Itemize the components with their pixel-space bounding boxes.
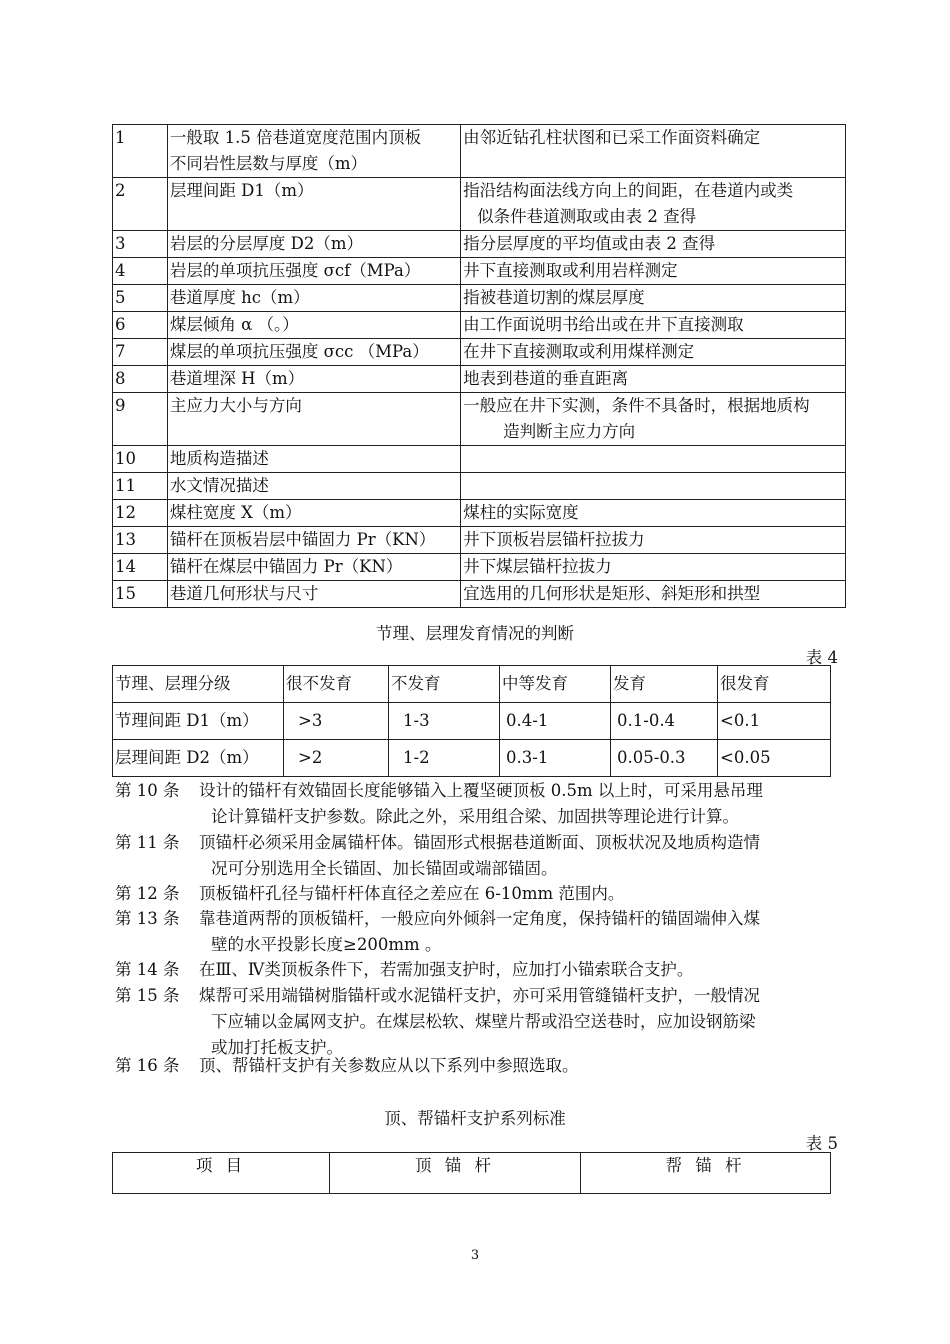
- row-number: 8: [113, 366, 168, 393]
- table-row: [113, 312, 846, 339]
- description-cell: [461, 178, 846, 231]
- parameter-cell: [167, 231, 460, 258]
- description-text: 由工作面说明书给出或在井下直接测取: [463, 315, 744, 334]
- article-label: 第 12 条: [115, 884, 180, 903]
- table-row: [113, 473, 846, 500]
- description-text: 一般应在井下实测，条件不具备时，根据地质构: [463, 396, 810, 415]
- article-label: 第 10 条: [115, 781, 180, 800]
- parameter-cell: [167, 285, 460, 312]
- parameter-cell: [167, 446, 460, 473]
- parameter-text: 岩层的单项抗压强度 σcf（MPa）: [169, 261, 421, 280]
- table-header-cell: 很发育: [718, 666, 831, 703]
- description-cell: [461, 258, 846, 285]
- article-paragraph: [115, 881, 855, 907]
- article-text-cont: 或加打托板支护。: [211, 1038, 343, 1057]
- description-text: 地表到巷道的垂直距离: [463, 369, 629, 388]
- table-cell: 0.3-1: [500, 740, 611, 777]
- table-header-row: [113, 666, 831, 703]
- description-cell: [461, 446, 846, 473]
- article-first-line: [115, 778, 855, 804]
- row-number: 3: [113, 231, 168, 258]
- parameters-table: [112, 124, 846, 608]
- parameter-text: 煤层倾角 α （。）: [169, 315, 299, 334]
- description-text: 宜选用的几何形状是矩形、斜矩形和拱型: [463, 584, 761, 603]
- table-cell: 0.1-0.4: [611, 703, 718, 740]
- table-row: [113, 366, 846, 393]
- parameter-text: 巷道厚度 hc（m）: [169, 288, 310, 307]
- article-first-line: [115, 906, 855, 932]
- description-text: 井下直接测取或利用岩样测定: [463, 261, 678, 280]
- table-header-cell: 中等发育: [500, 666, 611, 703]
- row-number: 13: [113, 527, 168, 554]
- table-row: [113, 703, 831, 740]
- article-text-cont: 况可分别选用全长锚固、加长锚固或端部锚固。: [211, 859, 558, 878]
- description-text: 指被巷道切割的煤层厚度: [463, 288, 645, 307]
- table4-label: 表 4: [805, 648, 838, 667]
- table-cell: <0.1: [718, 703, 831, 740]
- parameter-text: 岩层的分层厚度 D2（m）: [169, 234, 364, 253]
- article-text: 在Ⅲ、Ⅳ类顶板条件下，若需加强支护时，应加打小锚索联合支护。: [199, 960, 694, 979]
- article-label: 第 14 条: [115, 960, 180, 979]
- row-number: 2: [113, 178, 168, 231]
- article-text: 煤帮可采用端锚树脂锚杆或水泥锚杆支护，亦可采用管缝锚杆支护，一般情况: [199, 986, 760, 1005]
- table-cell: >2: [284, 740, 389, 777]
- article-label: 第 13 条: [115, 909, 180, 928]
- parameter-text: 层理间距 D1（m）: [169, 181, 314, 200]
- table-header-cell: 节理、层理分级: [113, 666, 284, 703]
- article-first-line: [115, 1053, 855, 1079]
- parameter-text: 巷道几何形状与尺寸: [169, 584, 319, 603]
- parameter-cell: [167, 339, 460, 366]
- row-number: 11: [113, 473, 168, 500]
- description-cell: [461, 393, 846, 446]
- article-paragraph: [115, 957, 855, 983]
- row-number: 9: [113, 393, 168, 446]
- description-cell: [461, 473, 846, 500]
- description-text-cont: 似条件巷道测取或由表 2 查得: [477, 207, 697, 226]
- description-cell: [461, 339, 846, 366]
- table-header-cell: 帮 锚 杆: [581, 1153, 831, 1194]
- article-first-line: [115, 957, 855, 983]
- parameter-cell: [167, 527, 460, 554]
- article-text: 靠巷道两帮的顶板锚杆，一般应向外倾斜一定角度，保持锚杆的锚固端伸入煤: [199, 909, 760, 928]
- row-number: 6: [113, 312, 168, 339]
- parameter-cell: [167, 366, 460, 393]
- table-row: [113, 554, 846, 581]
- article-text: 顶、帮锚杆支护有关参数应从以下系列中参照选取。: [199, 1056, 579, 1075]
- parameter-cell: [167, 258, 460, 285]
- row-number: 7: [113, 339, 168, 366]
- description-text: 井下顶板岩层锚杆拉拔力: [463, 530, 645, 549]
- row-number: 5: [113, 285, 168, 312]
- parameter-text: 煤柱宽度 X（m）: [169, 503, 302, 522]
- table-cell: 1-2: [389, 740, 500, 777]
- parameter-cell: [167, 125, 460, 178]
- parameter-text: 地质构造描述: [169, 449, 269, 468]
- article-paragraph: [115, 830, 855, 882]
- article-paragraph: [115, 906, 855, 958]
- table-row: [113, 231, 846, 258]
- parameter-text-cont: 不同岩性层数与厚度（m）: [169, 154, 368, 173]
- table5-title: 顶、帮锚杆支护系列标准: [384, 1109, 566, 1128]
- page-number: 3: [470, 1248, 480, 1263]
- table-cell: 1-3: [389, 703, 500, 740]
- table-row: [113, 581, 846, 608]
- row-number: 14: [113, 554, 168, 581]
- description-cell: [461, 285, 846, 312]
- table-row: [113, 125, 846, 178]
- article-first-line: [115, 881, 855, 907]
- parameter-cell: [167, 581, 460, 608]
- article-first-line: [115, 983, 855, 1009]
- article-paragraph: [115, 1053, 855, 1079]
- parameter-cell: [167, 500, 460, 527]
- description-cell: [461, 581, 846, 608]
- table-row: [113, 527, 846, 554]
- article-label: 第 11 条: [115, 833, 180, 852]
- table-row: [113, 740, 831, 777]
- description-text: 由邻近钻孔柱状图和已采工作面资料确定: [463, 128, 761, 147]
- article-text-cont: 壁的水平投影长度≥200mm 。: [211, 935, 442, 954]
- table-header-cell: 很不发育: [284, 666, 389, 703]
- parameter-text: 锚杆在顶板岩层中锚固力 Pr（KN）: [169, 530, 436, 549]
- parameter-cell: [167, 178, 460, 231]
- description-text-cont: 造判断主应力方向: [503, 422, 636, 441]
- table-row: [113, 500, 846, 527]
- table-header-cell: 发育: [611, 666, 718, 703]
- row-number: 15: [113, 581, 168, 608]
- parameter-cell: [167, 393, 460, 446]
- row-number: 4: [113, 258, 168, 285]
- table-cell: 0.05-0.3: [611, 740, 718, 777]
- parameter-text: 主应力大小与方向: [169, 396, 302, 415]
- description-cell: [461, 231, 846, 258]
- table-header-cell: 不发育: [389, 666, 500, 703]
- table-row: [113, 178, 846, 231]
- article-text: 顶板锚杆孔径与锚杆杆体直径之差应在 6-10mm 范围内。: [199, 884, 625, 903]
- description-text: 指沿结构面法线方向上的间距，在巷道内或类: [463, 181, 794, 200]
- article-label: 第 16 条: [115, 1056, 180, 1075]
- description-cell: [461, 312, 846, 339]
- table-header-cell: 顶 锚 杆: [330, 1153, 581, 1194]
- article-first-line: [115, 830, 855, 856]
- table-row: [113, 446, 846, 473]
- table-header-row: [113, 1153, 831, 1194]
- article-paragraph: [115, 778, 855, 830]
- article-text: 设计的锚杆有效锚固长度能够锚入上覆坚硬顶板 0.5m 以上时，可采用悬吊理: [199, 781, 763, 800]
- article-text: 顶锚杆必须采用金属锚杆体。锚固形式根据巷道断面、顶板状况及地质构造情: [199, 833, 760, 852]
- bolt-series-table: [112, 1152, 831, 1194]
- article-paragraph: [115, 983, 855, 1061]
- table-cell: 层理间距 D2（m）: [113, 740, 284, 777]
- table-row: [113, 258, 846, 285]
- description-cell: [461, 125, 846, 178]
- parameter-cell: [167, 554, 460, 581]
- parameter-cell: [167, 473, 460, 500]
- parameter-text: 水文情况描述: [169, 476, 269, 495]
- description-text: 煤柱的实际宽度: [463, 503, 579, 522]
- row-number: 1: [113, 125, 168, 178]
- description-cell: [461, 554, 846, 581]
- parameter-cell: [167, 312, 460, 339]
- parameter-text: 锚杆在煤层中锚固力 Pr（KN）: [169, 557, 403, 576]
- table5-label: 表 5: [805, 1134, 838, 1153]
- table4-title: 节理、层理发育情况的判断: [376, 624, 574, 643]
- description-text: 在井下直接测取或利用煤样测定: [463, 342, 695, 361]
- joint-bedding-table: [112, 665, 831, 777]
- row-number: 12: [113, 500, 168, 527]
- parameter-text: 煤层的单项抗压强度 σcc （MPa）: [169, 342, 429, 361]
- parameter-text: 巷道埋深 H（m）: [169, 369, 305, 388]
- description-cell: [461, 527, 846, 554]
- table-row: [113, 339, 846, 366]
- article-text-cont: 论计算锚杆支护参数。除此之外，采用组合梁、加固拱等理论进行计算。: [211, 807, 739, 826]
- parameter-text: 一般取 1.5 倍巷道宽度范围内顶板: [169, 128, 422, 147]
- table-cell: 节理间距 D1（m）: [113, 703, 284, 740]
- article-text-cont: 下应辅以金属网支护。在煤层松软、煤壁片帮或沿空送巷时，应加设钢筋梁: [211, 1012, 756, 1031]
- table-row: [113, 393, 846, 446]
- description-cell: [461, 500, 846, 527]
- description-cell: [461, 366, 846, 393]
- description-text: 井下煤层锚杆拉拔力: [463, 557, 612, 576]
- table-cell: 0.4-1: [500, 703, 611, 740]
- row-number: 10: [113, 446, 168, 473]
- article-label: 第 15 条: [115, 986, 180, 1005]
- table-row: [113, 285, 846, 312]
- table-header-cell: 项 目: [113, 1153, 330, 1194]
- description-text: 指分层厚度的平均值或由表 2 查得: [463, 234, 716, 253]
- table-cell: >3: [284, 703, 389, 740]
- table-cell: <0.05: [718, 740, 831, 777]
